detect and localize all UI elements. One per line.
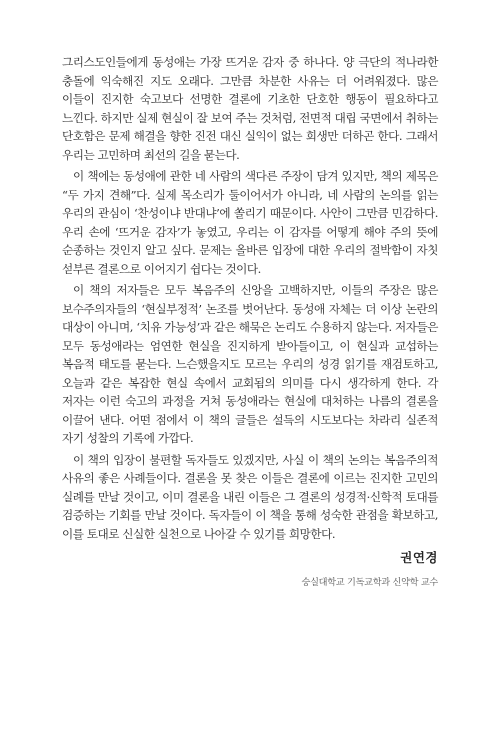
paragraph-3: 이 책의 저자들은 모두 복음주의 신앙을 고백하지만, 이들의 주장은 많은 보수주의자들의 ‘현실부정적’ 논조를 벗어난다. 동성애 자체는 더 이상 논란의 대상이 아니며, ‘치유 가능성’과 같은 해묵은 논리도 수용하지 않는다. 저자들은 모두 동성애라는 엄연한 현실을 진지하게 받아들이고, 이 현실과 교섭하는 복음적 태도를 묻는다. 느슨했을지도 모르는 우리의 성경 읽기를 재검토하고, 오늘과 같은 복잡한 현실 속에서 교회됨의 의미를 다시 생각하게 한다. 각 저자는 이런 숙고의 과정을 거쳐 동성애라는 현실에 대처하는 나름의 결론을 이끌어 낸다. 어떤 점에서 이 책의 글들은 설득의 시도보다는 차라리 실존적 자기 성찰의 기록에 가깝다. bbox=[62, 283, 438, 445]
author-name: 권연경 bbox=[400, 550, 438, 565]
author-affiliation: 숭실대학교 기독교학과 신약학 교수 bbox=[301, 577, 438, 588]
endorsement-page bbox=[62, 53, 438, 588]
paragraph-2: 이 책에는 동성애에 관한 네 사람의 색다른 주장이 담겨 있지만, 책의 제목은 “두 가지 견해”다. 실제 목소리가 둘이어서가 아니라, 네 사람의 논의를 읽는 우리의 관심이 ‘찬성이냐 반대냐’에 쏠리기 때문이다. 사안이 그만큼 민감하다. 우리 손에 ‘뜨거운 감자’가 놓였고, 우리는 이 감자를 어떻게 해야 주의 뜻에 순종하는 것인지 알고 싶다. 문제는 올바른 입장에 대한 우리의 절박함이 자칫 섣부른 결론으로 이어지기 쉽다는 것이다. bbox=[62, 169, 438, 276]
paragraph-4: 이 책의 입장이 불편할 독자들도 있겠지만, 사실 이 책의 논의는 복음주의적 사유의 좋은 사례들이다. 결론을 못 찾은 이들은 결론에 이르는 진지한 고민의 실례를 만날 것이고, 이미 결론을 내린 이들은 그 결론의 성경적·신학적 토대를 검증하는 기회를 만날 것이다. 독자들이 이 책을 통해 성숙한 관점을 확보하고, 이를 토대로 신실한 실천으로 나아갈 수 있기를 희망한다. bbox=[62, 452, 438, 541]
paragraph-1: 그리스도인들에게 동성애는 가장 뜨거운 감자 중 하나다. 양 극단의 적나라한 충돌에 익숙해진 지도 오래다. 그만큼 차분한 사유는 더 어려워졌다. 많은 이들이 진지한 숙고보다 선명한 결론에 기초한 단호한 행동이 필요하다고 느낀다. 하지만 실제 현실이 잘 보여 주는 것처럼, 전면적 대립 국면에서 취하는 단호함은 문제 해결을 향한 진전 대신 실익이 없는 희생만 더하곤 한다. 그래서 우리는 고민하며 최선의 길을 묻는다. bbox=[62, 55, 438, 162]
